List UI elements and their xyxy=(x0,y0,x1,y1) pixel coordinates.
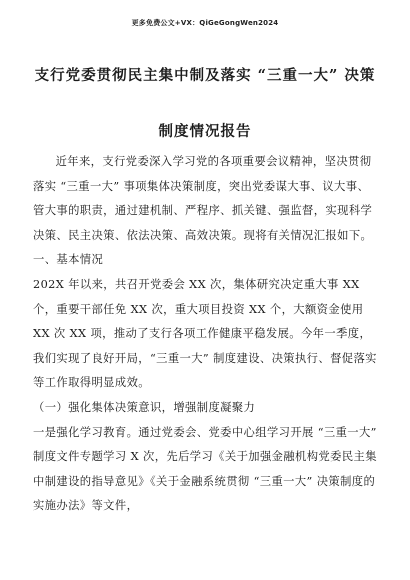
document-title-line-1: 支行党委贯彻民主集中制及落实 “三重一大” 决策 xyxy=(34,67,376,84)
document-body xyxy=(33,150,378,519)
header-note: 更多免费公文+VX：QiGeGongWen2024 xyxy=(131,19,279,27)
section-1-heading: 一、基本情况 xyxy=(33,253,104,267)
document-title-line-2: 制度情况报告 xyxy=(158,123,252,140)
subsection-1-paragraph: 一是强化学习教育。通过党委会、党委中心组学习开展 “三重一大” 制度文件专题学习 X 次，先后学习《关于加强金融机构党委民主集中制建设的指导意见》《关于金融系统贯彻 “三重一大” 决策制度的实施办法》等文件， xyxy=(33,425,377,513)
subsection-1-heading: （一）强化集体决策意识，增强制度凝聚力 xyxy=(33,400,256,414)
intro-paragraph: 近年来，支行党委深入学习党的各项重要会议精神，坚决贯彻落实 “三重一大” 事项集体决策制度，突出党委谋大事、议大事、管大事的职责，通过建机制、严程序、抓关键、强监督，实现科学决策、民主决策、依法决策、高效决策。现将有关情况汇报如下。 xyxy=(33,155,373,242)
section-1-paragraph: 202X 年以来，共召开党委会 XX 次，集体研究决定重大事 XX 个，重要干部任免 XX 次，重大项目投资 XX 个，大额资金使用 XX 次 XX 项，推动了支行各项工作健康平稳发展。今年一季度，我们实现了良好开局，“三重一大” 制度建设、决策执行、督促落实等工作取得明显成效。 xyxy=(33,277,377,390)
